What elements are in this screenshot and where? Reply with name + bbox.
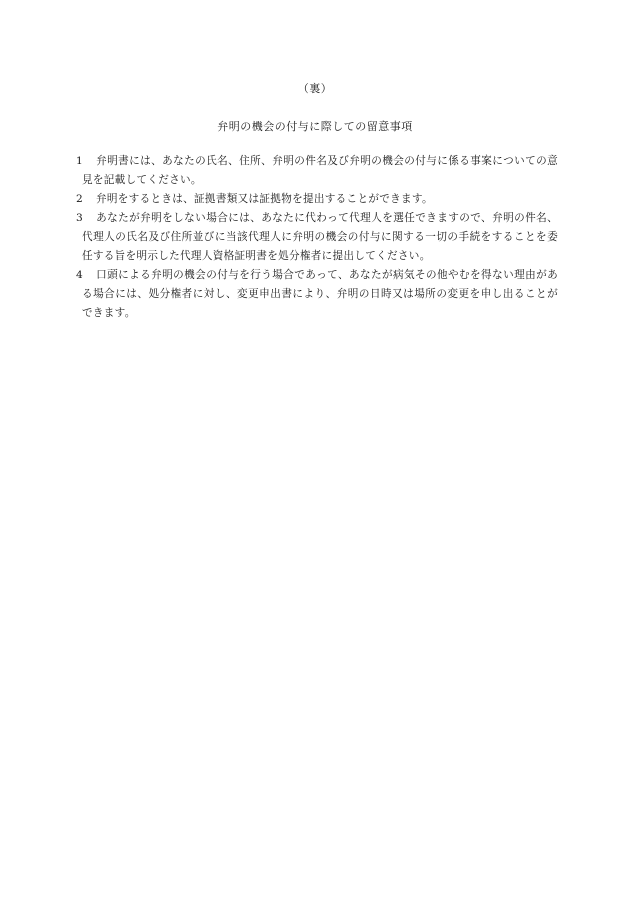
back-side-label: （裏） xyxy=(297,82,333,95)
note-item-2 xyxy=(76,190,558,209)
notes-list xyxy=(76,152,558,323)
note-text: 口頭による弁明の機会の付与を行う場合であって、あなたが病気その他やむを得ない理由がある場合には、処分権者に対し、変更申出書により、弁明の日時又は場所の変更を申し出ることができます。 xyxy=(82,269,558,319)
note-number: 4 xyxy=(76,269,84,281)
note-number: 3 xyxy=(76,212,84,224)
note-item-4 xyxy=(76,266,558,323)
document-title: 弁明の機会の付与に際しての留意事項 xyxy=(217,120,413,133)
note-text: あなたが弁明をしない場合には、あなたに代わって代理人を選任できますので、弁明の件名、代理人の氏名及び住所並びに当該代理人に弁明の機会の付与に関する一切の手続をすることを委任する旨を明示した代理人資格証明書を処分権者に提出してください。 xyxy=(82,212,558,262)
note-item-3 xyxy=(76,209,558,266)
note-text: 弁明をするときは、証拠書類又は証拠物を提出することができます。 xyxy=(96,193,433,205)
note-item-1 xyxy=(76,152,558,190)
note-number: 2 xyxy=(76,193,84,205)
note-number: 1 xyxy=(76,155,84,167)
note-text: 弁明書には、あなたの氏名、住所、弁明の件名及び弁明の機会の付与に係る事案についての意見を記載してください。 xyxy=(82,155,558,186)
